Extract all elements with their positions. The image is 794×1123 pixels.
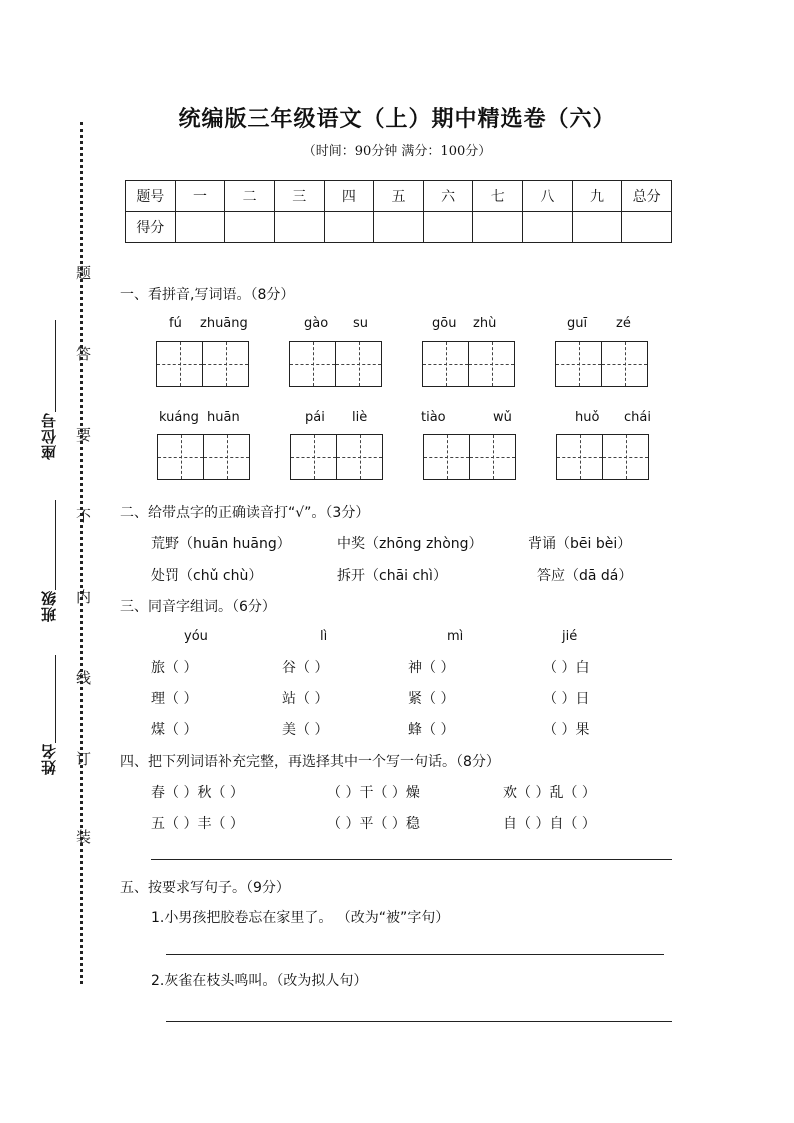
pinyin-label: jié (562, 629, 578, 644)
reading-choice-item[interactable]: 答应（dā dá） (537, 568, 633, 584)
section-4-heading: 四、把下列词语补充完整，再选择其中一个写一句话。（8分） (120, 754, 500, 770)
pinyin-label: lì (320, 629, 328, 644)
seal-char: 内 (76, 588, 92, 606)
answer-line[interactable] (151, 859, 672, 860)
score-input-cell[interactable] (175, 212, 225, 243)
pinyin-label: yóu (184, 629, 208, 644)
score-input-cell[interactable] (572, 212, 622, 243)
homophone-item[interactable]: 美（ ） (282, 722, 329, 738)
reading-choice-item[interactable]: 处罚（chǔ chù） (151, 568, 263, 584)
homophone-item[interactable]: （ ）白 (543, 660, 590, 676)
writing-grid[interactable] (423, 434, 516, 480)
pinyin-label: huān (207, 410, 240, 425)
score-header-cell: 九 (572, 181, 622, 212)
pinyin-label: kuáng (159, 410, 199, 425)
score-header-cell: 总分 (622, 181, 672, 212)
seat-number-blank[interactable] (55, 320, 56, 412)
section-2-heading: 二、给带点字的正确读音打“√”。（3分） (120, 505, 370, 521)
pinyin-label: liè (352, 410, 368, 425)
idiom-item[interactable]: 春（ ）秋（ ） (151, 785, 244, 801)
score-header-cell: 五 (374, 181, 424, 212)
answer-line[interactable] (166, 1021, 672, 1022)
pinyin-label: gào (304, 316, 329, 331)
reading-choice-item[interactable]: 拆开（chāi chì） (337, 568, 447, 584)
score-row-label: 得分 (126, 212, 176, 243)
seal-char: 要 (76, 426, 92, 444)
section-5-heading: 五、按要求写句子。（9分） (120, 880, 290, 896)
score-header-cell: 一 (175, 181, 225, 212)
score-header-cell: 八 (523, 181, 573, 212)
exam-info: （时间：90分钟 满分：100分） (302, 144, 492, 159)
idiom-item[interactable]: 欢（ ）乱（ ） (503, 785, 596, 801)
answer-line[interactable] (166, 954, 664, 955)
reading-choice-item[interactable]: 荒野（huān huāng） (151, 536, 291, 552)
score-header-cell: 题号 (126, 181, 176, 212)
score-header-cell: 三 (274, 181, 324, 212)
pinyin-label: zhuāng (200, 316, 248, 331)
section-3-heading: 三、同音字组词。（6分） (120, 599, 276, 615)
score-header-cell: 七 (473, 181, 523, 212)
page-title: 统编版三年级语文（上）期中精选卷（六） (178, 107, 616, 132)
sentence-question: 1.小男孩把胶卷忘在家里了。 （改为“被”字句） (151, 910, 450, 926)
homophone-item[interactable]: （ ）日 (543, 691, 590, 707)
homophone-item[interactable]: （ ）果 (543, 722, 590, 738)
score-table-header-row (126, 181, 672, 212)
seal-char: 题 (76, 264, 92, 282)
idiom-item[interactable]: （ ）平（ ）稳 (327, 816, 420, 832)
pinyin-label: zhù (473, 316, 497, 331)
score-input-cell[interactable] (324, 212, 374, 243)
score-input-cell[interactable] (523, 212, 573, 243)
score-input-cell[interactable] (274, 212, 324, 243)
class-blank[interactable] (55, 500, 56, 590)
pinyin-label: pái (305, 410, 325, 425)
score-header-cell: 四 (324, 181, 374, 212)
pinyin-label: gōu (432, 316, 457, 331)
seat-number-label: 座位号 (40, 412, 58, 460)
homophone-item[interactable]: 蜂（ ） (408, 722, 455, 738)
idiom-item[interactable]: （ ）干（ ）燥 (327, 785, 420, 801)
writing-grid[interactable] (422, 341, 515, 387)
name-blank[interactable] (55, 655, 56, 743)
pinyin-label: huǒ (575, 410, 600, 425)
seal-char: 线 (76, 669, 92, 687)
homophone-item[interactable]: 站（ ） (282, 691, 329, 707)
homophone-item[interactable]: 理（ ） (151, 691, 198, 707)
pinyin-label: su (353, 316, 369, 331)
writing-grid[interactable] (290, 434, 383, 480)
writing-grid[interactable] (157, 434, 250, 480)
score-input-cell[interactable] (423, 212, 473, 243)
reading-choice-item[interactable]: 背诵（bēi bèi） (528, 536, 632, 552)
homophone-item[interactable]: 煤（ ） (151, 722, 198, 738)
name-label: 姓名 (40, 743, 58, 775)
writing-grid[interactable] (289, 341, 382, 387)
idiom-item[interactable]: 五（ ）丰（ ） (151, 816, 244, 832)
pinyin-label: wǔ (493, 410, 512, 425)
pinyin-label: guī (567, 316, 588, 331)
score-header-cell: 六 (423, 181, 473, 212)
pinyin-label: fú (169, 316, 182, 331)
seal-char: 不 (76, 507, 92, 525)
sentence-question: 2.灰雀在枝头鸣叫。（改为拟人句） (151, 973, 368, 989)
score-input-cell[interactable] (622, 212, 672, 243)
score-header-cell: 二 (225, 181, 275, 212)
score-table-score-row (126, 212, 672, 243)
seal-char: 装 (76, 828, 92, 846)
binding-dotted-line (80, 122, 83, 984)
writing-grid[interactable] (555, 341, 648, 387)
section-1-heading: 一、看拼音,写词语。（8分） (120, 287, 295, 303)
idiom-item[interactable]: 自（ ）自（ ） (503, 816, 596, 832)
homophone-item[interactable]: 谷（ ） (282, 660, 329, 676)
score-input-cell[interactable] (374, 212, 424, 243)
homophone-item[interactable]: 神（ ） (408, 660, 455, 676)
seal-char: 订 (76, 750, 92, 768)
score-table (125, 180, 672, 243)
score-input-cell[interactable] (473, 212, 523, 243)
pinyin-label: mì (447, 629, 464, 644)
pinyin-label: tiào (421, 410, 446, 425)
writing-grid[interactable] (156, 341, 249, 387)
writing-grid[interactable] (556, 434, 649, 480)
seal-char: 答 (76, 345, 92, 363)
pinyin-label: chái (624, 410, 651, 425)
pinyin-label: zé (616, 316, 631, 331)
homophone-item[interactable]: 旅（ ） (151, 660, 198, 676)
class-label: 班级 (40, 590, 58, 622)
homophone-item[interactable]: 紧（ ） (408, 691, 455, 707)
reading-choice-item[interactable]: 中奖（zhōng zhòng） (337, 536, 483, 552)
score-input-cell[interactable] (225, 212, 275, 243)
